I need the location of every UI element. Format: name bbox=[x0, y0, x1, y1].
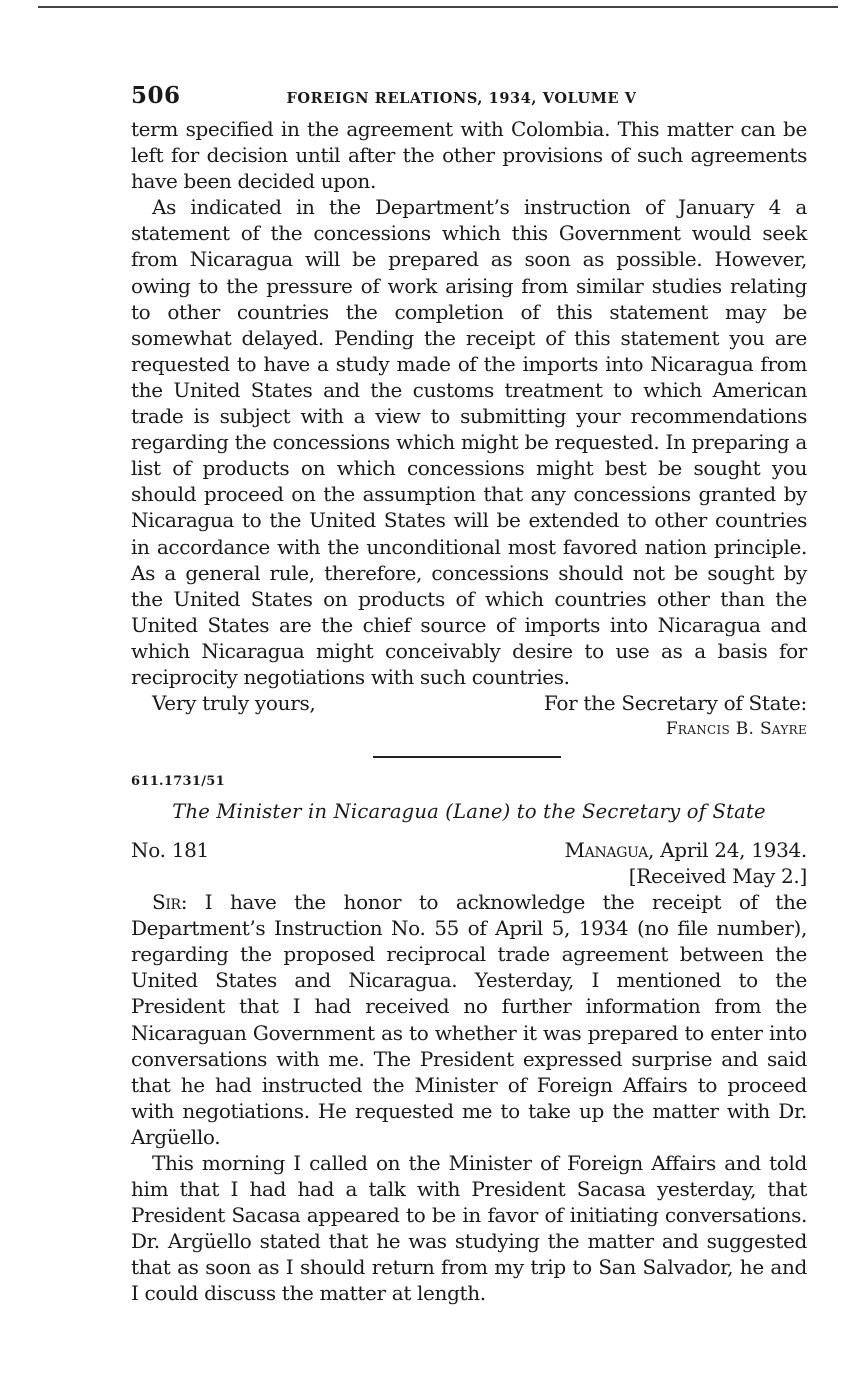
for-secretary-line: For the Secretary of State: bbox=[543, 691, 807, 716]
dispatch-number-line bbox=[131, 837, 807, 863]
top-border-rule bbox=[38, 6, 838, 8]
letter-two-paragraph-1-text: : I have the honor to acknowledge the receipt of the Department’s Instruction No. 55 of April 5, 1934 (no file number), regarding the proposed reciprocal trade agreement between the United States and Nicaragua. Yesterday, I mentioned to the President that I had received no further information from the Nicaraguan Government as to whether it was prepared to enter into conversations with me. The President expressed surprise and said that he had instructed the Minister of Foreign Affairs to proceed with negotiations. He requested me to take up the matter with Dr. Argüello. bbox=[131, 890, 807, 1149]
letter-one-paragraph-1: term specified in the agreement with Colombia. This matter can be left for decision until after the other provisions of such agreements have been decided upon. bbox=[131, 117, 807, 194]
salutation: Sir bbox=[152, 890, 181, 915]
running-head bbox=[131, 82, 807, 116]
running-title: FOREIGN RELATIONS, 1934, VOLUME V bbox=[286, 90, 637, 107]
complimentary-close: Very truly yours, bbox=[152, 691, 316, 716]
document-heading: The Minister in Nicaragua (Lane) to the Secretary of State bbox=[172, 800, 766, 824]
place-name: Managua bbox=[564, 838, 648, 863]
document-page bbox=[131, 82, 807, 1307]
dispatch-number: No. 181 bbox=[131, 838, 209, 863]
letter-two-paragraph-1 bbox=[131, 889, 807, 1150]
letter-two-paragraph-2: This morning I called on the Minister of Foreign Affairs and told him that I had had a talk with President Sacasa yesterday, that President Sacasa appeared to be in favor of initiating conversations. Dr. Argüello stated that he was studying the matter and suggested that as soon as I should return from my trip to San Salvador, he and I could discuss the matter at length. bbox=[131, 1151, 807, 1306]
page-number: 506 bbox=[131, 82, 181, 109]
section-divider bbox=[373, 756, 561, 758]
received-date: [Received May 2.] bbox=[628, 864, 807, 889]
place-date bbox=[564, 837, 807, 863]
dispatch-date: , April 24, 1934. bbox=[648, 838, 807, 863]
letter-two-body bbox=[131, 889, 807, 1307]
letter-one-body bbox=[131, 116, 807, 690]
letter-one-paragraph-2: As indicated in the Department’s instruction of January 4 a statement of the concessions which this Government would seek from Nicaragua will be prepared as soon as possible. However, owing to the pressure of work arising from similar studies relating to other countries the completion of this statement may be somewhat delayed. Pending the receipt of this statement you are requested to have a study made of the imports into Nicaragua from the United States and the customs treatment to which American trade is subject with a view to submitting your recommendations regarding the concessions which might be requested. In preparing a list of products on which concessions might best be sought you should proceed on the assumption that any concessions granted by Nicaragua to the United States will be extended to other countries in accordance with the unconditional most favored nation principle. As a general rule, therefore, concessions should not be sought by the United States on products of which countries other than the United States are the chief source of imports into Nicaragua and which Nicaragua might conceivably desire to use as a basis for reciprocity negotiations with such countries. bbox=[131, 195, 807, 689]
signature: Francis B. Sayre bbox=[665, 719, 807, 740]
closing-line bbox=[131, 690, 807, 716]
file-number: 611.1731/51 bbox=[131, 774, 225, 790]
